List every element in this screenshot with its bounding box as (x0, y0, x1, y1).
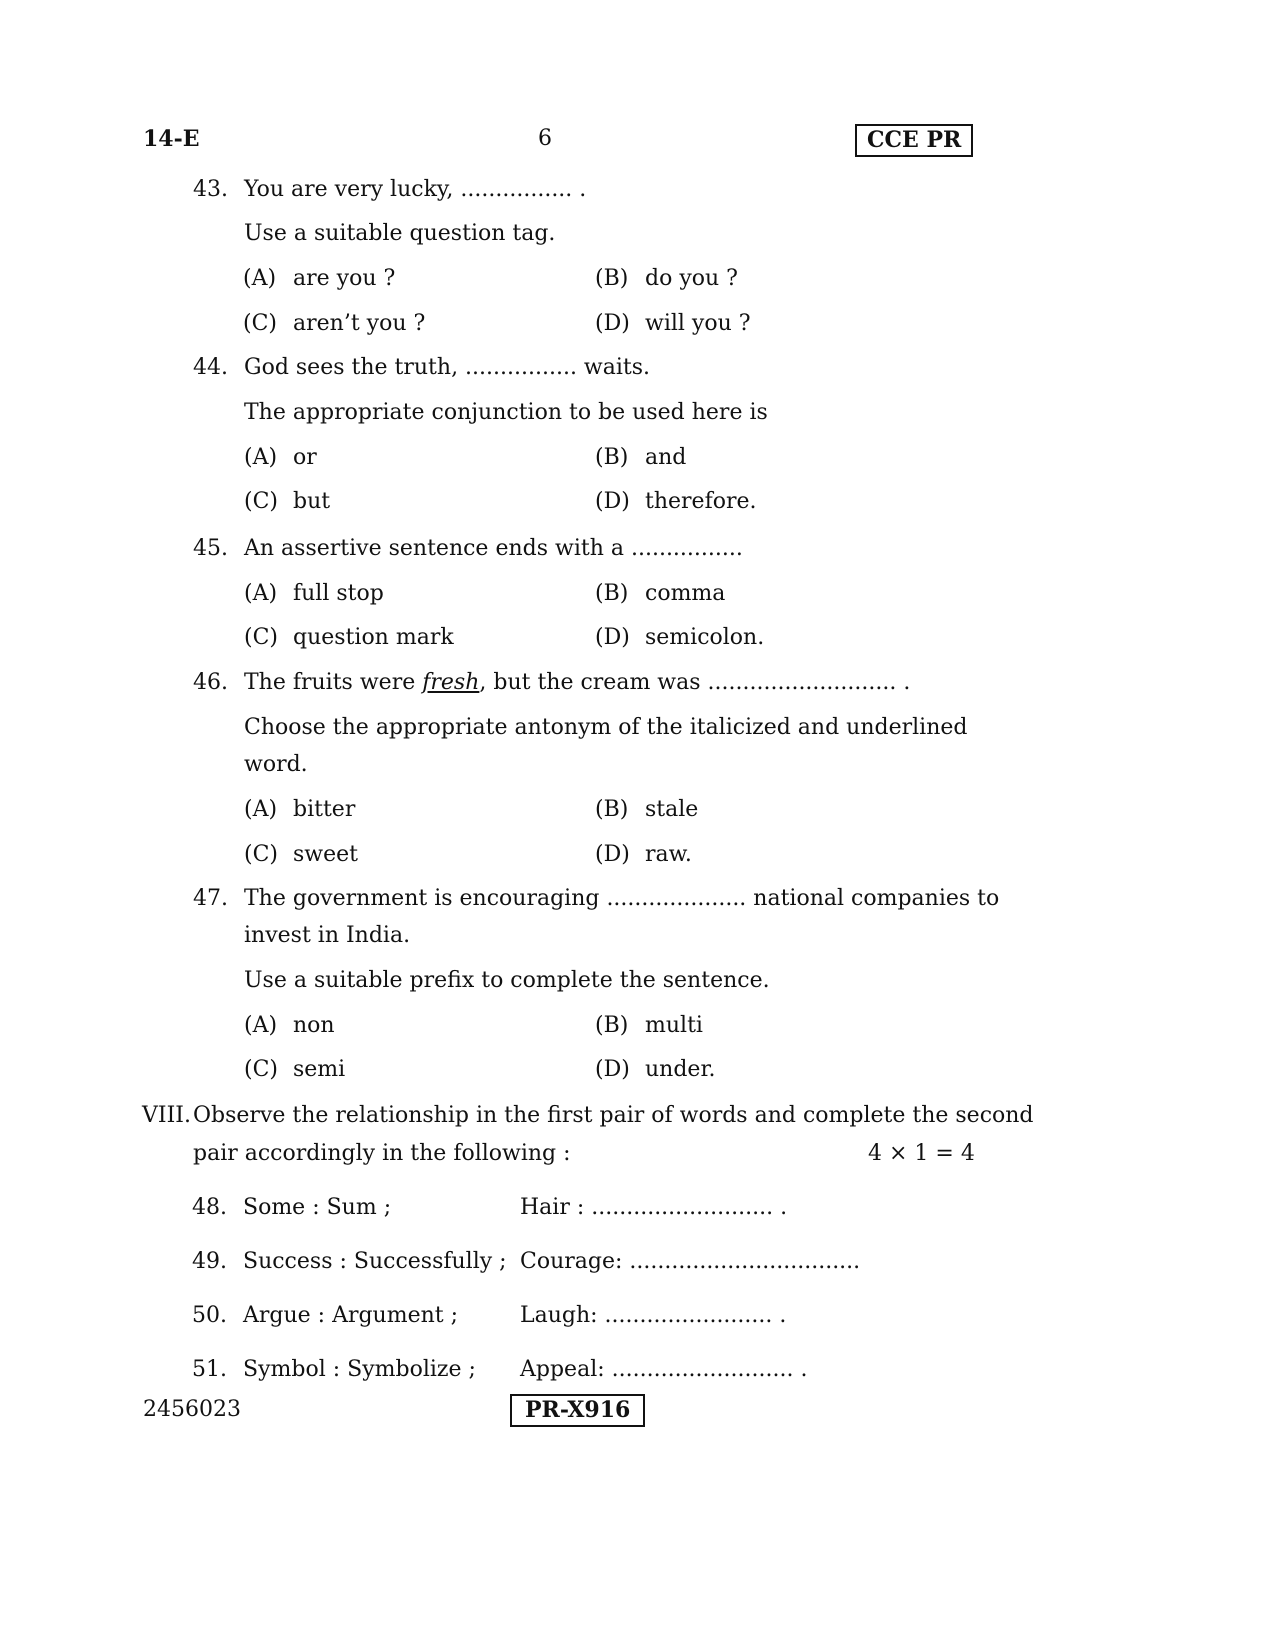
pair-first: Success : Successfully ; (243, 1249, 507, 1274)
pair-number: 50. (192, 1303, 227, 1328)
pair-first: Symbol : Symbolize ; (243, 1357, 476, 1382)
stem-after: , but the cream was ........................... . (479, 670, 911, 695)
option-text: raw. (645, 842, 692, 867)
option-text: full stop (293, 581, 384, 606)
option-label: (C) (243, 311, 277, 336)
question-stem-cont: invest in India. (244, 923, 411, 948)
option-label: (D) (595, 625, 630, 650)
option-text: are you ? (293, 266, 396, 291)
pair-second: Courage: ................................. (520, 1249, 861, 1274)
section-numeral: VIII. (142, 1103, 191, 1128)
pair-second: Appeal: .......................... . (520, 1357, 808, 1382)
question-stem: You are very lucky, ................ . (244, 177, 587, 202)
option-label: (A) (244, 445, 278, 470)
question-instruction-cont: word. (244, 752, 308, 777)
option-text: question mark (293, 625, 454, 650)
option-text: under. (645, 1057, 716, 1082)
section-instruction: Observe the relationship in the first pair of words and complete the second (193, 1103, 1034, 1128)
option-label: (C) (244, 625, 278, 650)
pair-first: Some : Sum ; (243, 1195, 392, 1220)
option-text: semi (293, 1057, 346, 1082)
question-number: 46. (193, 670, 228, 695)
pair-number: 48. (192, 1195, 227, 1220)
header-box-label: CCE PR (855, 124, 973, 157)
option-label: (B) (595, 797, 629, 822)
option-text: multi (645, 1013, 703, 1038)
option-label: (A) (244, 581, 278, 606)
question-number: 47. (193, 886, 228, 911)
question-instruction: Choose the appropriate antonym of the italicized and underlined (244, 715, 968, 740)
option-label: (C) (244, 842, 278, 867)
question-stem: An assertive sentence ends with a ................ (244, 536, 743, 561)
option-label: (B) (595, 445, 629, 470)
question-number: 44. (193, 355, 228, 380)
question-stem (244, 672, 910, 694)
header-code: 14-E (143, 126, 200, 152)
page-number: 6 (538, 126, 552, 151)
option-label: (C) (244, 1057, 278, 1082)
pair-number: 49. (192, 1249, 227, 1274)
option-text: non (293, 1013, 335, 1038)
pair-number: 51. (192, 1357, 227, 1382)
section-instruction-cont: pair accordingly in the following : (193, 1141, 571, 1166)
option-label: (B) (595, 1013, 629, 1038)
option-text: semicolon. (645, 625, 765, 650)
option-label: (D) (595, 489, 630, 514)
option-label: (D) (595, 842, 630, 867)
option-text: or (293, 445, 317, 470)
question-number: 45. (193, 536, 228, 561)
stem-before: The fruits were (244, 670, 423, 695)
option-label: (A) (243, 266, 277, 291)
footer-code: 2456023 (143, 1397, 241, 1422)
option-label: (B) (595, 266, 629, 291)
option-text: and (645, 445, 687, 470)
marks-allocation: 4 × 1 = 4 (868, 1141, 975, 1166)
option-label: (D) (595, 311, 630, 336)
option-text: will you ? (645, 311, 751, 336)
option-label: (C) (244, 489, 278, 514)
option-label: (D) (595, 1057, 630, 1082)
option-text: aren’t you ? (293, 311, 426, 336)
option-text: bitter (293, 797, 356, 822)
option-text: sweet (293, 842, 359, 867)
option-text: therefore. (645, 489, 757, 514)
option-text: but (293, 489, 331, 514)
option-text: stale (645, 797, 699, 822)
question-instruction: Use a suitable question tag. (244, 221, 556, 246)
option-text: comma (645, 581, 726, 606)
pair-first: Argue : Argument ; (243, 1303, 459, 1328)
pair-second: Hair : .......................... . (520, 1195, 788, 1220)
emphasized-word: fresh (422, 670, 480, 695)
pair-second: Laugh: ........................ . (520, 1303, 787, 1328)
question-number: 43. (193, 177, 228, 202)
option-label: (A) (244, 1013, 278, 1038)
question-stem: The government is encouraging .................... national companies to (244, 886, 1000, 911)
question-stem: God sees the truth, ................ waits. (244, 355, 651, 380)
question-instruction: Use a suitable prefix to complete the sentence. (244, 968, 770, 993)
option-label: (B) (595, 581, 629, 606)
option-label: (A) (244, 797, 278, 822)
footer-box-label: PR-X916 (510, 1394, 645, 1427)
question-instruction: The appropriate conjunction to be used here is (244, 400, 768, 425)
option-text: do you ? (645, 266, 738, 291)
